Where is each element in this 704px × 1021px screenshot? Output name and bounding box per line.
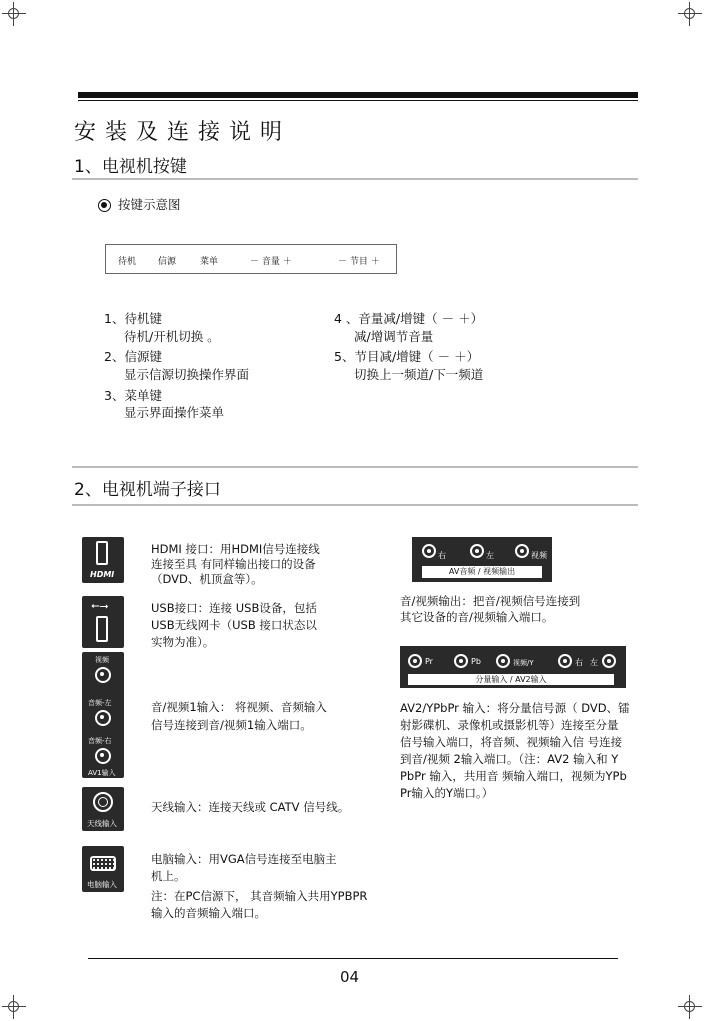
usb-desc-line: USB接口：连接 USB设备，包括 — [151, 601, 317, 615]
header-bar-thin — [78, 100, 638, 101]
section-divider — [72, 466, 638, 468]
panel-button-channel: － 节目 ＋ — [338, 257, 380, 267]
av1-audio-right-label: 音频-右 — [88, 737, 112, 745]
usb-port-icon — [82, 596, 124, 648]
key-item-title: 2、信源键 — [104, 349, 162, 364]
crop-mark — [678, 2, 702, 26]
key-item-desc: 显示信源切换操作界面 — [124, 367, 250, 382]
av2-left-jack-icon — [602, 654, 616, 668]
av1-audio-left-label: 音频-左 — [88, 699, 112, 707]
crop-mark — [2, 2, 26, 26]
key-item-title: 1、待机键 — [104, 311, 162, 326]
hdmi-icon-label: HDMI — [90, 570, 115, 579]
av-out-desc-line: 其它设备的音/视频输入端口。 — [400, 610, 554, 624]
section2-heading: 2、电视机端子接口 — [74, 480, 221, 500]
key-item-title: 4 、音量减/增键（ － ＋） — [334, 311, 484, 326]
av-out-jack-label: 视频 — [531, 551, 547, 560]
av2-desc-line: AV2/YPbPr 输入：将分量信号源（ DVD、镭 — [400, 701, 630, 715]
footer-rule — [88, 958, 618, 959]
bullet-icon — [98, 199, 111, 212]
pc-note-line: 注：在PC信源下， 其音频输入共用YPBPR — [151, 889, 368, 903]
hdmi-desc-line: 连接至具 有同样输出接口的设备 — [151, 557, 316, 571]
crop-mark — [2, 995, 26, 1019]
key-item-title: 5、节目减/增键（ － ＋） — [334, 349, 480, 364]
av-out-right-jack-icon — [422, 544, 436, 558]
usb-desc-line: 实物为准）。 — [151, 635, 215, 649]
av2-desc-line: 信号输入端口，将音频、视频输入信 号连接 — [400, 735, 623, 749]
av-out-desc-line: 音/视频输出：把音/视频信号连接到 — [400, 594, 581, 608]
pr-jack-icon — [408, 654, 422, 668]
av2-component-panel — [400, 646, 626, 688]
av-out-jack-label: 左 — [486, 551, 494, 560]
usb-desc-line: USB无线网卡（USB 接口状态以 — [151, 618, 317, 632]
av1-video-label: 视频 — [95, 656, 109, 664]
pc-input-label: 电脑输入 — [87, 880, 117, 889]
key-item-desc: 减/增调节音量 — [354, 329, 434, 344]
av-output-panel — [412, 537, 552, 582]
video-jack-icon — [95, 667, 111, 683]
hdmi-desc-line: HDMI 接口：用HDMI信号连接线 — [151, 542, 320, 556]
av-out-jack-label: 右 — [438, 551, 446, 560]
antenna-label: 天线输入 — [87, 819, 117, 828]
key-item-title: 3、菜单键 — [104, 388, 162, 403]
page-number: 04 — [340, 968, 360, 986]
usb-symbol-icon: ⭠⭢ — [91, 599, 109, 612]
av1-desc-line: 音/视频1输入： 将视频、音频输入 — [151, 700, 327, 714]
pc-note-line: 输入的音频输入端口。 — [151, 906, 266, 920]
header-bar — [78, 92, 638, 98]
av2-jack-label: Pb — [471, 657, 481, 666]
crop-mark — [678, 995, 702, 1019]
key-item-desc: 待机/开机切换 。 — [124, 329, 220, 344]
av2-jack-label: Pr — [425, 657, 433, 666]
av2-desc-line: 射影碟机、录像机或摄影机等）连接至分量 — [400, 718, 619, 732]
av2-jack-label: 左 — [590, 658, 598, 667]
av2-caption: 分量输入 / AV2输入 — [475, 675, 547, 684]
av1-input-label: AV1输入 — [88, 769, 116, 777]
av1-input-panel — [82, 652, 124, 778]
diagram-label: 按键示意图 — [118, 197, 181, 212]
av2-desc-line: Pr输入的Y端口。） — [400, 786, 494, 800]
section-divider — [72, 178, 638, 180]
av2-jack-label: 右 — [575, 658, 583, 667]
panel-button-standby: 待机 — [118, 257, 137, 267]
antenna-input-panel — [82, 787, 124, 831]
audio-right-jack-icon — [95, 748, 111, 764]
pb-jack-icon — [454, 654, 468, 668]
antenna-desc: 天线输入：连接天线或 CATV 信号线。 — [151, 800, 350, 814]
av2-desc-line: 到音/视频 2输入端口。（注：AV2 输入和 Y — [400, 752, 619, 766]
page-title: 安 装 及 连 接 说 明 — [74, 120, 283, 145]
antenna-jack-icon — [93, 792, 113, 812]
section1-heading: 1、电视机按键 — [74, 157, 187, 177]
av2-jack-label: 视频/Y — [513, 659, 534, 667]
av1-desc-line: 信号连接到音/视频1输入端口。 — [151, 718, 312, 732]
pc-desc-line: 机上。 — [151, 869, 186, 883]
av2-right-jack-icon — [558, 654, 572, 668]
av-out-video-jack-icon — [515, 544, 529, 558]
key-item-desc: 显示界面操作菜单 — [124, 405, 225, 420]
av2-desc-line: PbPr 输入，共用音 频输入端口，视频为YPb — [400, 769, 627, 783]
av-out-left-jack-icon — [470, 544, 484, 558]
pc-desc-line: 电脑输入：用VGA信号连接至电脑主 — [151, 852, 337, 866]
av-out-caption: AV音频 / 视频输出 — [448, 567, 516, 576]
panel-button-source: 信源 — [158, 257, 177, 267]
pc-input-panel — [82, 846, 124, 892]
hdmi-port-icon — [82, 537, 124, 583]
audio-left-jack-icon — [95, 710, 111, 726]
panel-button-menu: 菜单 — [200, 257, 219, 267]
panel-button-volume: － 音量 ＋ — [250, 257, 292, 267]
video-y-jack-icon — [496, 654, 510, 668]
hdmi-desc-line: （DVD、机顶盒等）。 — [151, 572, 263, 586]
section-divider — [72, 504, 638, 506]
vga-port-icon — [90, 856, 116, 871]
key-item-desc: 切换上一频道/下一频道 — [354, 367, 484, 382]
